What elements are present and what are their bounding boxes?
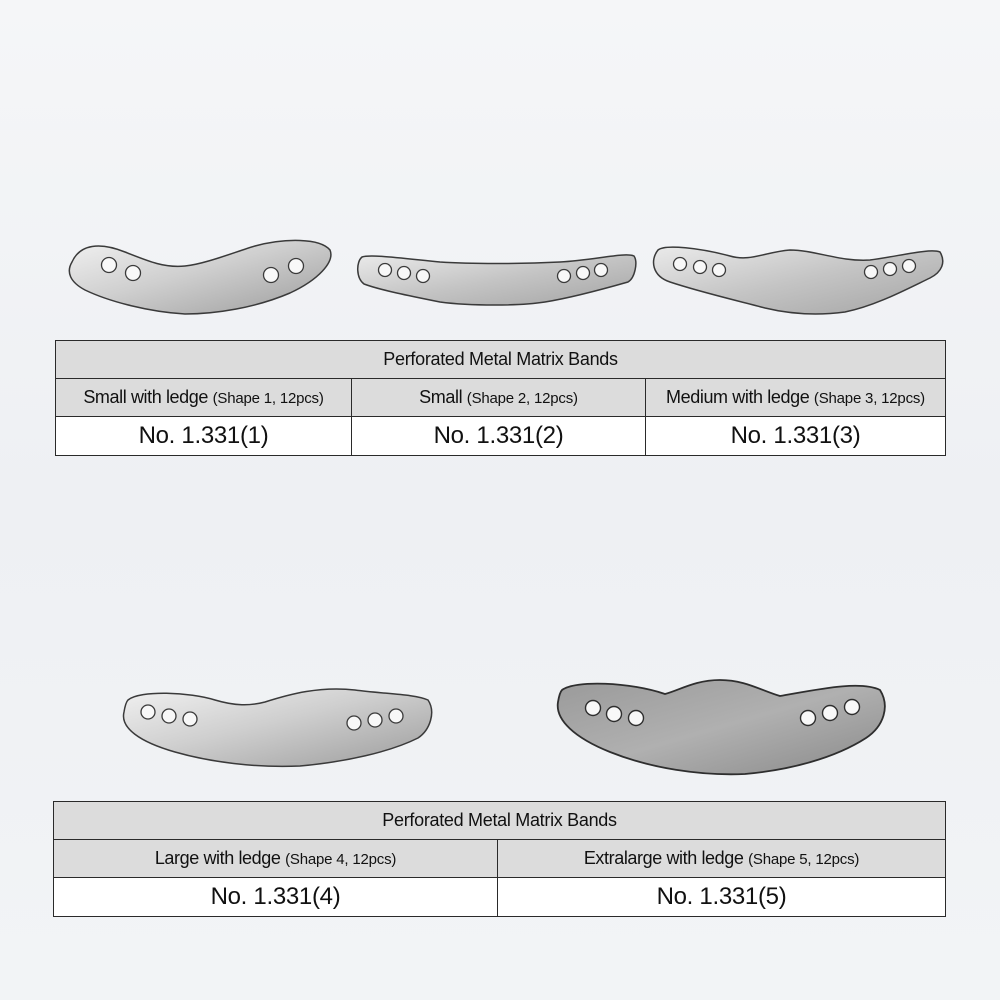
table-title: Perforated Metal Matrix Bands — [54, 802, 946, 840]
band-shape-4-image — [123, 689, 431, 766]
column-name: Small with ledge — [83, 387, 208, 407]
band-shape-2-image — [358, 255, 636, 305]
column-header-shape-4 — [54, 840, 498, 878]
column-name: Large with ledge — [154, 848, 281, 868]
column-header-shape-1 — [56, 379, 352, 417]
column-note: (Shape 1, 12pcs) — [212, 390, 324, 407]
product-code-shape-4: No. 1.331(4) — [54, 878, 498, 917]
product-code-shape-1: No. 1.331(1) — [56, 417, 352, 456]
band-shape-5-image — [558, 680, 885, 774]
column-note: (Shape 5, 12pcs) — [748, 851, 860, 868]
table-title-row — [54, 802, 946, 840]
table-header-row — [56, 379, 946, 417]
column-note: (Shape 3, 12pcs) — [813, 390, 925, 407]
column-note: (Shape 4, 12pcs) — [285, 851, 397, 868]
spec-table-top — [55, 340, 946, 456]
band-shape-1-image — [69, 240, 331, 314]
table-code-row — [56, 417, 946, 456]
table-header-row — [54, 840, 946, 878]
column-header-shape-5 — [498, 840, 946, 878]
band-shape-3-image — [654, 247, 943, 314]
column-name: Small — [419, 387, 463, 407]
product-code-shape-2: No. 1.331(2) — [352, 417, 646, 456]
table-title: Perforated Metal Matrix Bands — [56, 341, 946, 379]
table-code-row — [54, 878, 946, 917]
column-header-shape-3 — [646, 379, 946, 417]
column-name: Extralarge with ledge — [583, 848, 744, 868]
spec-table-bottom — [53, 801, 946, 917]
column-note: (Shape 2, 12pcs) — [466, 390, 578, 407]
product-code-shape-3: No. 1.331(3) — [646, 417, 946, 456]
product-code-shape-5: No. 1.331(5) — [498, 878, 946, 917]
column-name: Medium with ledge — [666, 387, 810, 407]
table-title-row — [56, 341, 946, 379]
column-header-shape-2 — [352, 379, 646, 417]
